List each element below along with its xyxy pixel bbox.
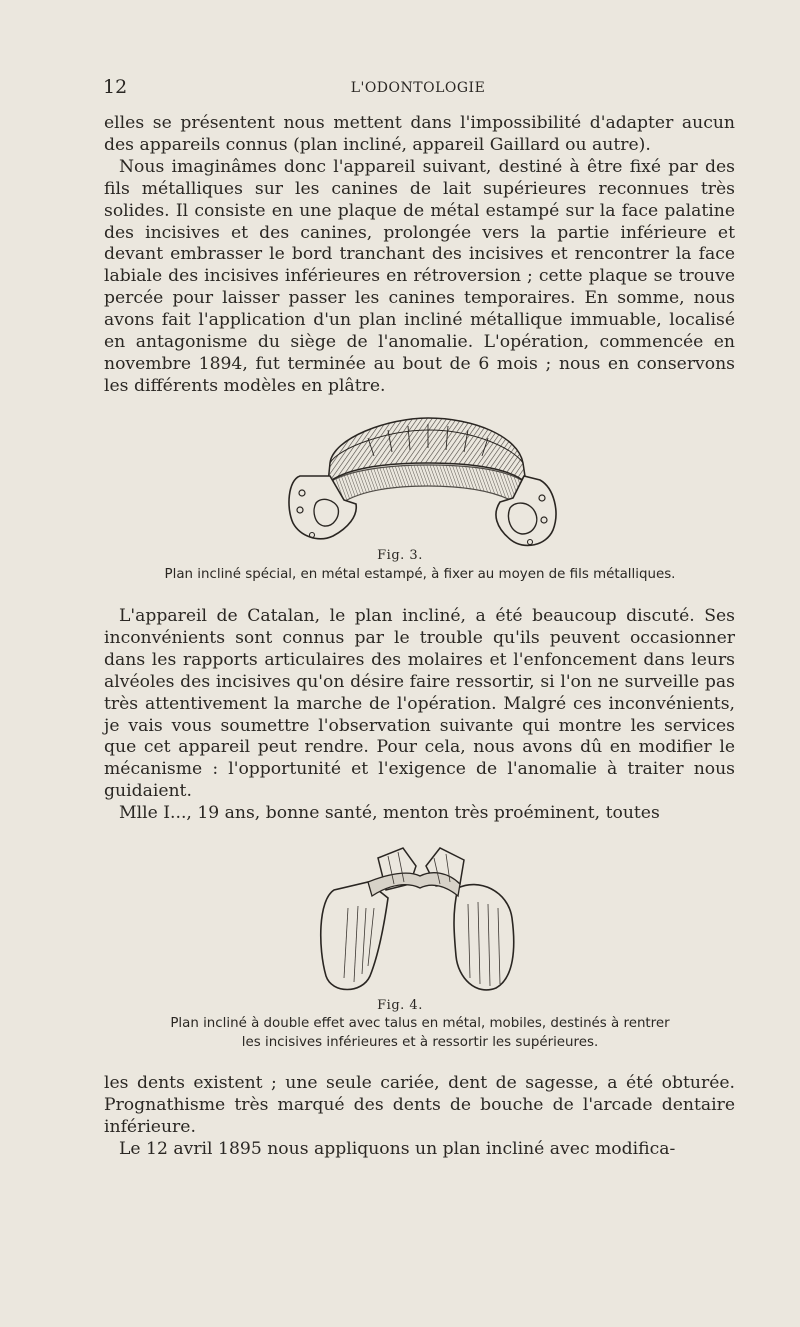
running-title: L'ODONTOLOGIE xyxy=(350,80,486,96)
paragraph: Mlle I..., 19 ans, bonne santé, menton très proéminent, toutes xyxy=(119,803,660,824)
text-block-top xyxy=(104,113,735,398)
page-number: 12 xyxy=(103,76,128,98)
paragraph: elles se présentent nous mettent dans l'impossibilité d'adapter aucun des appareils connus (plan incliné, appareil Gaillard ou autre). xyxy=(104,113,735,155)
figure-3-illustration xyxy=(278,408,566,554)
paragraph: Le 12 avril 1895 nous appliquons un plan incliné avec modifica- xyxy=(119,1138,676,1159)
figure-3-label: Fig. 3. xyxy=(377,548,423,563)
paragraph: Nous imaginâmes donc l'appareil suivant, destiné à être fixé par des fils métalliques sur les canines de lait supérieures reconnues très solides. Il consiste en une plaque de métal estampé sur la face palatine des incisives et des canines, prolongée vers la partie inférieure et devant embrasser le bord tranchant des incisives et rencontrer la face labiale des incisives inférieures en rétroversion ; cette plaque se trouve percée pour laisser passer les canines temporaires. En somme, nous avons fait l'application d'un plan incliné métallique immuable, localisé en antagonisme du siège de l'anomalie. L'opération, commencée en novembre 1894, fut terminée au bout de 6 mois ; nous en conservons les différents modèles en plâtre. xyxy=(104,156,735,396)
figure-4-illustration xyxy=(308,838,524,998)
text-block-bottom xyxy=(104,1073,735,1161)
paragraph: L'appareil de Catalan, le plan incliné, a été beaucoup discuté. Ses inconvénients sont connus par le trouble qu'ils peuvent occasionner dans les rapports articulaires des molaires et l'enfoncement dans leurs alvéoles des incisives qu'on désire faire ressortir, si l'on ne surveille pas très attentivement la marche de l'opération. Malgré ces inconvénients, je vais vous soumettre l'observation suivante qui montre les services que cet appareil peut rendre. Pour cela, nous avons dû en modifier le mécanisme : l'opportunité et l'exigence de l'anomalie à traiter nous guidaient. xyxy=(104,606,735,802)
figure-4-caption xyxy=(100,1014,740,1052)
page-header xyxy=(103,76,733,102)
figure-3-caption: Plan incliné spécial, en métal estampé, à fixer au moyen de fils métalliques. xyxy=(164,567,676,582)
figure-4-caption-line-1: Plan incliné à double effet avec talus en métal, mobiles, destinés à rentrer xyxy=(170,1016,670,1031)
figure-4-label: Fig. 4. xyxy=(377,998,423,1013)
text-block-middle xyxy=(104,606,735,825)
figure-4-caption-line-2: les incisives inférieures et à ressortir les supérieures. xyxy=(241,1035,599,1050)
paragraph: les dents existent ; une seule cariée, dent de sagesse, a été obturée. Prognathisme très marqué des dents de bouche de l'arcade dentaire inférieure. xyxy=(104,1073,735,1137)
